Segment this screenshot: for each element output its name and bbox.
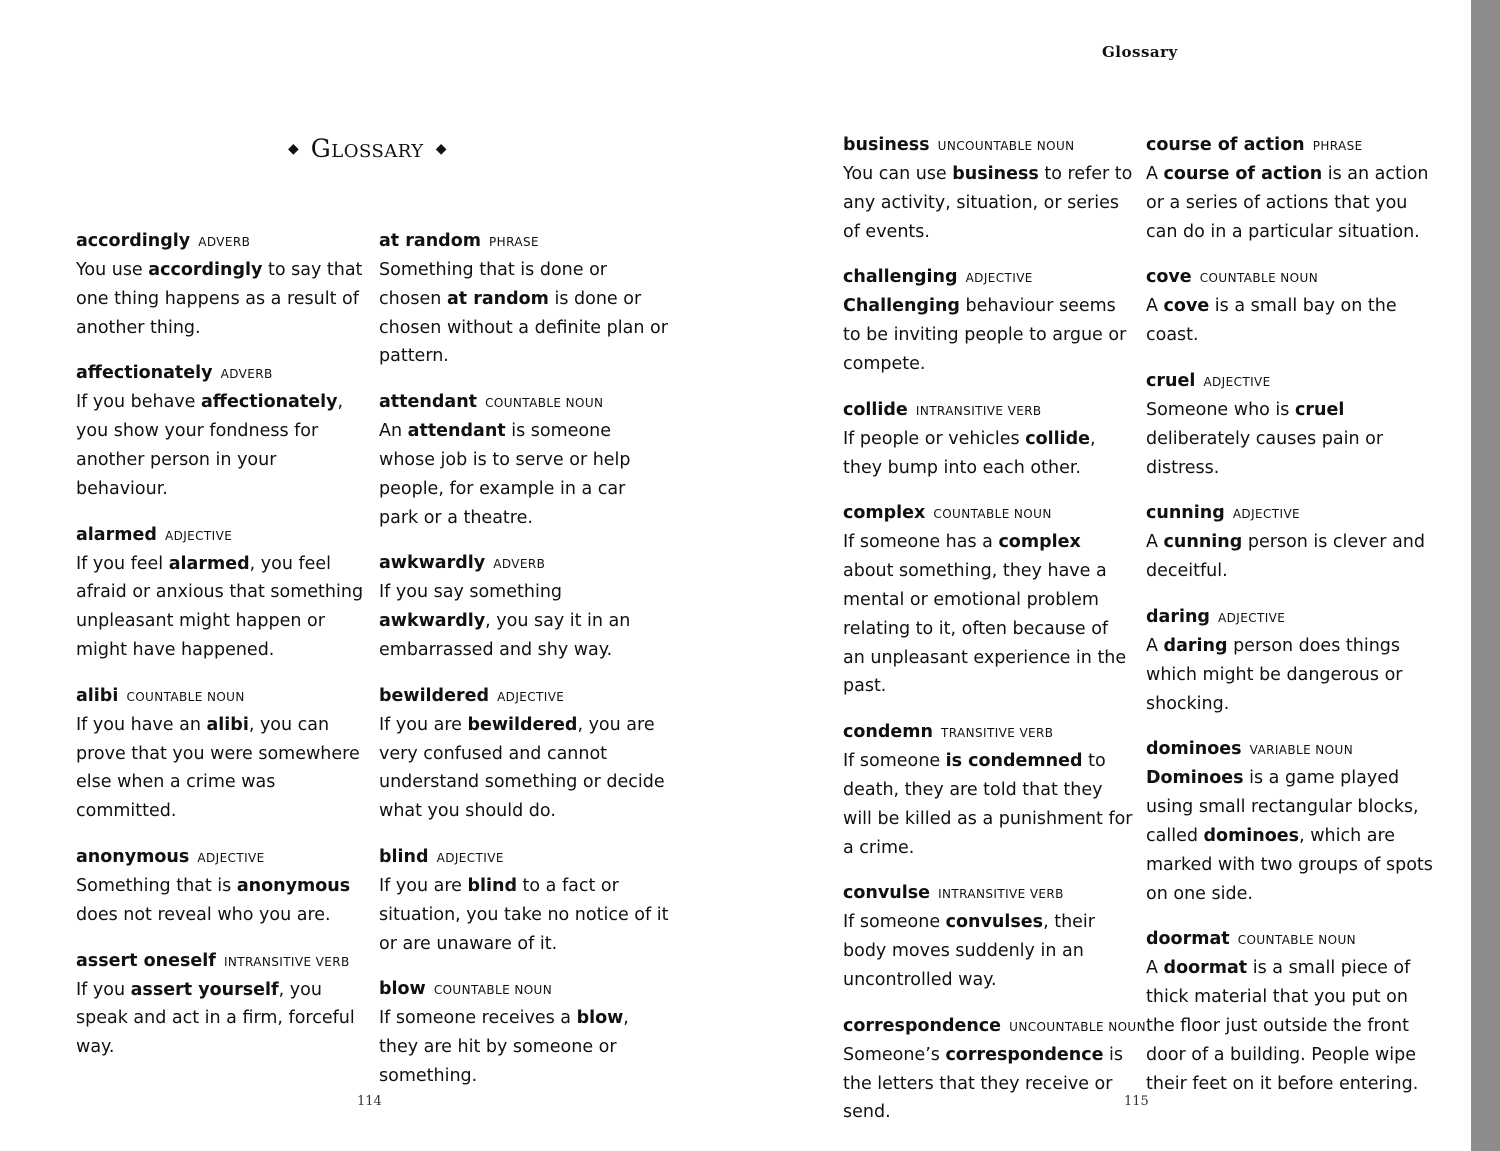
glossary-entry xyxy=(843,131,1133,246)
entry-part-of-speech: COUNTABLE NOUN xyxy=(126,689,245,704)
entry-heading xyxy=(1146,263,1436,292)
entry-part-of-speech: ADJECTIVE xyxy=(1218,610,1286,625)
entry-heading xyxy=(76,227,366,256)
glossary-entry xyxy=(1146,499,1436,586)
entry-part-of-speech: UNCOUNTABLE NOUN xyxy=(1009,1019,1146,1034)
entry-part-of-speech: ADJECTIVE xyxy=(436,850,504,865)
definition-keyword: affectionately xyxy=(200,392,338,413)
entry-heading xyxy=(1146,735,1436,764)
page-number-right: 115 xyxy=(1124,1094,1149,1109)
entry-definition: You use accordingly to say that one thing happens as a result of another thing. xyxy=(76,260,363,338)
definition-keyword: assert yourself xyxy=(130,979,279,1000)
entry-word: dominoes xyxy=(1146,739,1242,760)
entry-word: bewildered xyxy=(379,685,489,706)
entry-heading xyxy=(843,263,1133,292)
entry-heading xyxy=(1146,367,1436,396)
entry-part-of-speech: INTRANSITIVE VERB xyxy=(915,403,1042,418)
page-title-text: Glossary xyxy=(310,134,424,163)
glossary-entry xyxy=(1146,735,1436,908)
entry-heading xyxy=(379,682,669,711)
entry-word: course of action xyxy=(1146,135,1305,155)
page-title xyxy=(288,134,446,163)
entry-word: accordingly xyxy=(76,231,191,251)
definition-keyword: blow xyxy=(576,1008,624,1029)
entry-heading xyxy=(379,975,669,1004)
glossary-entry xyxy=(1146,131,1436,246)
entry-definition: If someone is condemned to death, they are told that they will be killed as a punishment for a crime. xyxy=(843,751,1133,858)
entry-word: business xyxy=(843,135,930,155)
definition-keyword: attendant xyxy=(407,421,506,442)
entry-definition: Someone’s correspondence is the letters that they receive or send. xyxy=(843,1044,1124,1123)
glossary-entry xyxy=(379,843,669,958)
glossary-entry xyxy=(1146,263,1436,350)
entry-word: at random xyxy=(379,231,481,251)
entry-word: condemn xyxy=(843,722,933,743)
entry-word: doormat xyxy=(1146,929,1230,950)
entry-heading xyxy=(843,1012,1146,1041)
entry-heading xyxy=(379,843,669,872)
glossary-entry xyxy=(76,682,366,826)
entry-definition: If you have an alibi, you can prove that you were somewhere else when a crime was committed. xyxy=(76,714,360,822)
entry-part-of-speech: ADJECTIVE xyxy=(164,528,233,543)
entry-word: challenging xyxy=(843,267,958,288)
glossary-entry xyxy=(76,227,366,342)
entry-part-of-speech: UNCOUNTABLE NOUN xyxy=(937,139,1075,153)
entry-word: alarmed xyxy=(76,524,157,545)
entry-definition: If someone receives a blow, they are hit by someone or something. xyxy=(379,1008,629,1086)
entry-definition: Dominoes is a game played using small rectangular blocks, called dominoes, which are marked with two groups of spots on one side. xyxy=(1146,768,1433,904)
entry-part-of-speech: COUNTABLE NOUN xyxy=(1199,271,1319,286)
entry-definition: If you are blind to a fact or situation, you take no notice of it or are unaware of it. xyxy=(379,875,669,954)
entry-definition: If people or vehicles collide, they bump into each other. xyxy=(843,428,1096,478)
entry-heading xyxy=(843,131,1133,160)
definition-keyword: anonymous xyxy=(236,875,351,896)
entry-definition: A cove is a small bay on the coast. xyxy=(1146,296,1397,346)
definition-keyword: business xyxy=(952,164,1039,184)
definition-keyword: cunning xyxy=(1163,532,1243,553)
entry-heading xyxy=(76,521,366,550)
entry-part-of-speech: COUNTABLE NOUN xyxy=(933,507,1052,522)
ornament-right-icon: ◆ xyxy=(435,141,447,157)
entry-part-of-speech: ADJECTIVE xyxy=(497,689,565,704)
running-head: Glossary xyxy=(1102,43,1178,61)
definition-keyword: course of action xyxy=(1163,164,1323,184)
entry-heading xyxy=(843,718,1133,747)
definition-keyword: collide xyxy=(1025,428,1091,449)
glossary-entry xyxy=(1146,925,1436,1098)
entry-definition: Someone who is cruel deliberately causes pain or distress. xyxy=(1146,399,1384,478)
entry-word: convulse xyxy=(843,883,931,904)
entry-word: cruel xyxy=(1146,370,1196,391)
entry-part-of-speech: INTRANSITIVE VERB xyxy=(938,887,1064,902)
entry-part-of-speech: ADJECTIVE xyxy=(197,850,265,865)
entry-definition: If you say something awkwardly, you say it in an embarrassed and shy way. xyxy=(379,582,631,660)
definition-keyword: alibi xyxy=(206,714,249,735)
entry-heading xyxy=(76,682,366,711)
entry-word: affectionately xyxy=(76,363,213,384)
entry-word: complex xyxy=(843,503,926,524)
entry-heading xyxy=(379,227,669,256)
entry-definition: A cunning person is clever and deceitful. xyxy=(1146,532,1425,582)
entry-part-of-speech: ADVERB xyxy=(198,235,251,249)
entry-heading xyxy=(843,879,1133,908)
entry-heading xyxy=(76,843,366,872)
definition-keyword: at random xyxy=(446,288,549,309)
entry-word: alibi xyxy=(76,685,119,706)
glossary-entry xyxy=(1146,603,1436,718)
entry-definition: If you assert yourself, you speak and act in a firm, forceful way. xyxy=(76,979,355,1058)
glossary-entry xyxy=(76,359,366,503)
entry-heading xyxy=(1146,603,1436,632)
entry-definition: A daring person does things which might be dangerous or shocking. xyxy=(1146,635,1403,714)
entry-word: attendant xyxy=(379,392,478,413)
entry-part-of-speech: COUNTABLE NOUN xyxy=(485,396,604,411)
entry-definition: A course of action is an action or a series of actions that you can do in a particular situation. xyxy=(1146,164,1429,242)
definition-keyword: daring xyxy=(1163,635,1228,656)
glossary-entry xyxy=(379,549,669,664)
entry-word: anonymous xyxy=(76,846,190,867)
entry-part-of-speech: ADVERB xyxy=(493,557,546,572)
definition-keyword: Challenging xyxy=(843,296,960,317)
glossary-column-1 xyxy=(76,227,366,1079)
entry-word: correspondence xyxy=(843,1015,1002,1036)
entry-part-of-speech: PHRASE xyxy=(489,235,539,249)
definition-keyword: correspondence xyxy=(945,1044,1104,1065)
definition-keyword: convulses xyxy=(945,912,1044,933)
definition-keyword: accordingly xyxy=(148,260,263,280)
entry-part-of-speech: ADJECTIVE xyxy=(965,271,1033,286)
definition-keyword: doormat xyxy=(1163,958,1248,979)
glossary-entry xyxy=(76,521,366,665)
definition-keyword: alarmed xyxy=(168,553,250,574)
definition-keyword: complex xyxy=(998,532,1081,553)
ornament-left-icon: ◆ xyxy=(288,141,299,157)
entry-part-of-speech: PHRASE xyxy=(1312,139,1363,153)
definition-keyword: cruel xyxy=(1294,399,1345,420)
page-number-left: 114 xyxy=(357,1094,382,1109)
definition-keyword: Dominoes xyxy=(1146,768,1244,789)
entry-definition: If you feel alarmed, you feel afraid or anxious that something unpleasant might happen or might have happened. xyxy=(76,553,364,660)
entry-definition: If someone has a complex about something, they have a mental or emotional problem relating to it, often because of an unpleasant experience in the past. xyxy=(843,532,1127,697)
entry-part-of-speech: ADJECTIVE xyxy=(1203,374,1271,389)
entry-part-of-speech: COUNTABLE NOUN xyxy=(1237,933,1357,948)
entry-heading xyxy=(379,388,669,417)
glossary-entry xyxy=(379,388,669,532)
entry-definition: If someone convulses, their body moves suddenly in an uncontrolled way. xyxy=(843,912,1095,990)
entry-heading xyxy=(1146,499,1436,528)
entry-definition: Something that is done or chosen at random is done or chosen without a definite plan or pattern. xyxy=(379,260,668,367)
glossary-entry xyxy=(379,227,669,371)
entry-part-of-speech: VARIABLE NOUN xyxy=(1249,743,1354,758)
entry-part-of-speech: COUNTABLE NOUN xyxy=(433,983,553,998)
glossary-entry xyxy=(76,947,366,1062)
definition-keyword: bewildered xyxy=(467,714,578,735)
glossary-column-2 xyxy=(379,227,669,1108)
glossary-entry xyxy=(843,499,1133,701)
entry-heading xyxy=(1146,131,1436,160)
entry-heading xyxy=(1146,925,1436,954)
glossary-entry xyxy=(843,879,1133,994)
entry-word: collide xyxy=(843,399,908,420)
definition-keyword: blind xyxy=(467,875,517,896)
glossary-entry xyxy=(843,718,1133,862)
entry-part-of-speech: ADJECTIVE xyxy=(1232,507,1301,522)
entry-word: cunning xyxy=(1146,503,1225,524)
entry-definition: You can use business to refer to any activity, situation, or series of events. xyxy=(843,164,1133,242)
definition-keyword: is condemned xyxy=(945,751,1083,772)
entry-heading xyxy=(379,549,669,578)
glossary-column-4 xyxy=(1146,131,1436,1115)
definition-keyword: cove xyxy=(1163,296,1210,317)
glossary-entry xyxy=(379,682,669,826)
entry-part-of-speech: ADVERB xyxy=(220,367,273,382)
entry-word: assert oneself xyxy=(76,950,216,971)
definition-keyword: dominoes xyxy=(1203,825,1300,846)
entry-part-of-speech: INTRANSITIVE VERB xyxy=(223,954,350,969)
glossary-entry xyxy=(843,396,1133,483)
entry-heading xyxy=(843,396,1133,425)
entry-word: blow xyxy=(379,979,426,1000)
entry-definition: If you behave affectionately, you show your fondness for another person in your behaviour. xyxy=(76,392,344,499)
entry-definition: Something that is anonymous does not reveal who you are. xyxy=(76,875,351,925)
entry-part-of-speech: TRANSITIVE VERB xyxy=(941,726,1054,741)
entry-word: blind xyxy=(379,846,429,867)
entry-word: daring xyxy=(1146,606,1210,627)
entry-definition: Challenging behaviour seems to be inviting people to argue or compete. xyxy=(843,296,1127,374)
definition-keyword: awkwardly xyxy=(379,611,486,632)
entry-word: awkwardly xyxy=(379,553,486,574)
glossary-entry xyxy=(843,263,1133,378)
entry-word: cove xyxy=(1146,267,1192,288)
glossary-entry xyxy=(1146,367,1436,482)
entry-heading xyxy=(843,499,1133,528)
entry-heading xyxy=(76,947,366,976)
entry-definition: An attendant is someone whose job is to serve or help people, for example in a car park or a theatre. xyxy=(379,421,631,528)
glossary-entry xyxy=(76,843,366,930)
entry-heading xyxy=(76,359,366,388)
glossary-entry xyxy=(379,975,669,1090)
entry-definition: If you are bewildered, you are very confused and cannot understand something or decide what you should do. xyxy=(379,714,665,822)
page-edge xyxy=(1471,0,1500,1151)
entry-definition: A doormat is a small piece of thick material that you put on the floor just outside the front door of a building. People wipe their feet on it before entering. xyxy=(1146,958,1419,1094)
